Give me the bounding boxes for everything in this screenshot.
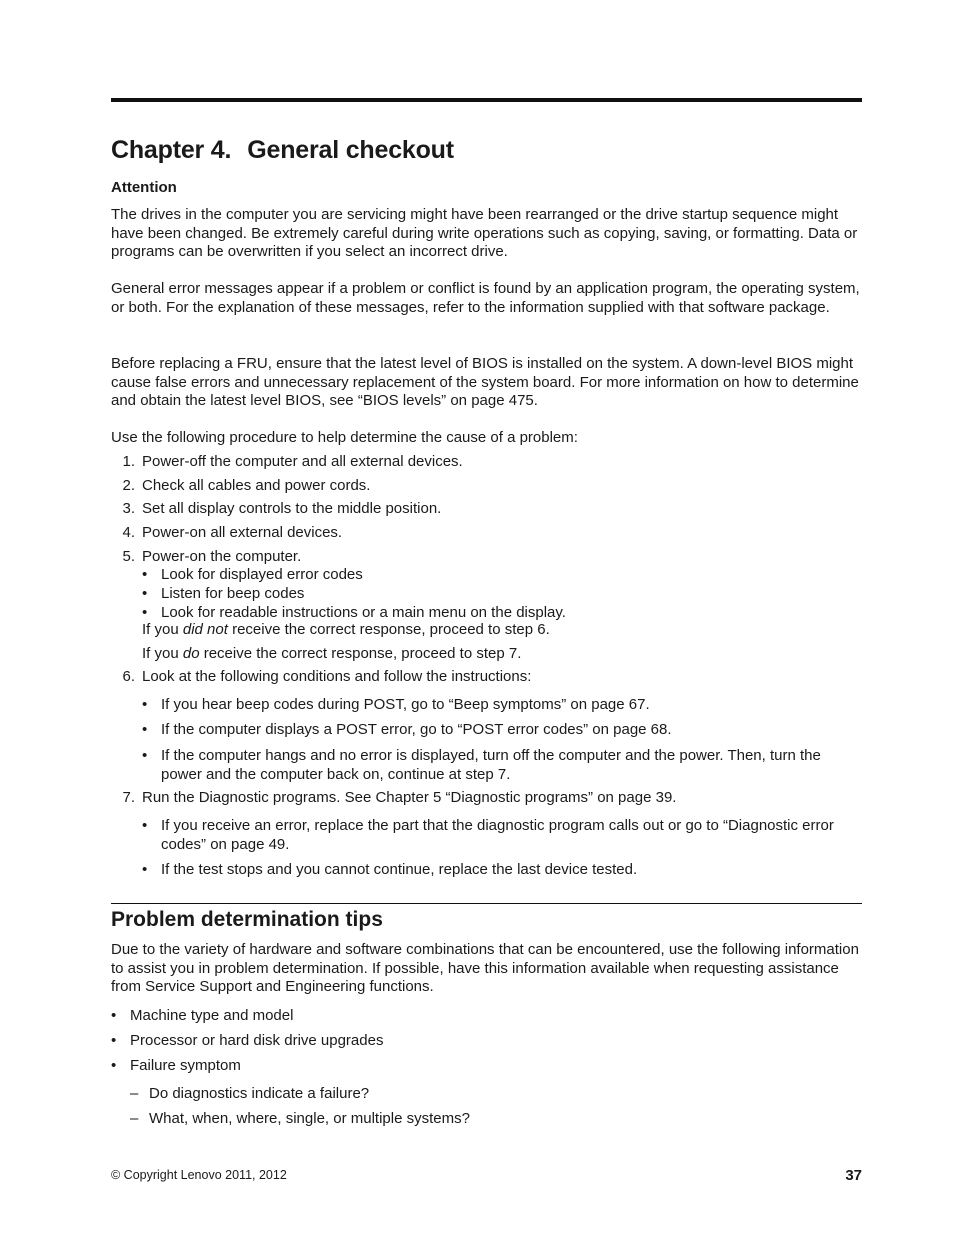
section-intro: Due to the variety of hardware and software combinations that can be encountered, use the following information to assist you in problem determination. If possible, have this information available when requesting assistance from Service Support and Engineering functions. [111,941,859,996]
attention-heading: Attention [111,179,177,196]
step-number: 7. [122,789,135,806]
list-item-text: Listen for beep codes [161,585,305,602]
bullet-glyph: • [142,604,148,621]
section-rule [111,903,862,904]
text-fragment: If you [142,645,183,662]
list-item-text: Look for readable instructions or a main menu on the display. [161,604,566,621]
step-number: 1. [122,453,135,470]
bullet-glyph: • [142,817,148,834]
top-rule [111,98,862,102]
bullet-glyph: • [111,1032,117,1049]
step-text: Set all display controls to the middle position. [142,500,442,517]
list-item-text: What, when, where, single, or multiple systems? [149,1110,470,1127]
bullet-glyph: • [142,585,148,602]
text-fragment: If you [142,621,183,638]
list-item-text: Machine type and model [130,1007,294,1024]
bullet-glyph: • [142,721,148,738]
step-text: Look at the following conditions and follow the instructions: [142,668,532,685]
step-text: Check all cables and power cords. [142,477,371,494]
text-fragment: receive the correct response, proceed to step 7. [199,645,522,662]
footer-copyright: © Copyright Lenovo 2011, 2012 [111,1168,287,1182]
dash-glyph: – [130,1085,139,1102]
step-number: 6. [122,668,135,685]
page-number: 37 [845,1167,862,1184]
list-item-text: If you hear beep codes during POST, go to “Beep symptoms” on page 67. [161,696,650,713]
step5-if-not [142,621,862,640]
text-fragment: receive the correct response, proceed to step 6. [227,621,550,638]
list-item-text: If the test stops and you cannot continue, replace the last device tested. [161,861,638,878]
step-number: 4. [122,524,135,541]
step-text: Power-on the computer. [142,548,302,565]
bullet-glyph: • [111,1007,117,1024]
list-item-text: If the computer hangs and no error is displayed, turn off the computer and the power. Then, turn the power and the computer back on, continue at step 7. [161,747,821,783]
paragraph-bios: Before replacing a FRU, ensure that the latest level of BIOS is installed on the system. A down-level BIOS might cause false errors and unnecessary replacement of the system board. For more information on how to determine and obtain the latest level BIOS, see “BIOS levels” on page 475. [111,355,859,410]
list-item-text: If the computer displays a POST error, go to “POST error codes” on page 68. [161,721,672,738]
bullet-glyph: • [142,696,148,713]
step-text: Power-on all external devices. [142,524,343,541]
attention-text: The drives in the computer you are servicing might have been rearranged or the drive startup sequence might have been changed. Be extremely careful during write operations such as copying, saving, or formatting. Data or programs can be overwritten if you select an incorrect drive. [111,206,858,261]
list-item-text: Do diagnostics indicate a failure? [149,1085,370,1102]
step-number: 3. [122,500,135,517]
list-item-text: If you receive an error, replace the part that the diagnostic program calls out or go to “Diagnostic error codes” on page 49. [161,817,834,853]
step-text: Power-off the computer and all external devices. [142,453,463,470]
bullet-glyph: • [111,1057,117,1074]
bullet-glyph: • [142,747,148,764]
bullet-glyph: • [142,861,148,878]
list-item-text: Look for displayed error codes [161,566,363,583]
paragraph-procedure: Use the following procedure to help determine the cause of a problem: [111,429,578,446]
step5-if-do [142,645,862,664]
step-number: 2. [122,477,135,494]
paragraph-error-messages: General error messages appear if a problem or conflict is found by an application program, the operating system, or both. For the explanation of these messages, refer to the information supplied with that software package. [111,280,860,316]
emphasis: do [182,645,200,662]
section-heading: Problem determination tips [111,908,383,931]
step-number: 5. [122,548,135,565]
chapter-title: General checkout [247,136,454,164]
chapter-label: Chapter 4. [111,136,232,164]
emphasis: did not [182,621,228,638]
step-text: Run the Diagnostic programs. See Chapter 5 “Diagnostic programs” on page 39. [142,789,677,806]
list-item-text: Processor or hard disk drive upgrades [130,1032,384,1049]
bullet-glyph: • [142,566,148,583]
dash-glyph: – [130,1110,139,1127]
chapter-heading [111,135,454,165]
list-item-text: Failure symptom [130,1057,241,1074]
